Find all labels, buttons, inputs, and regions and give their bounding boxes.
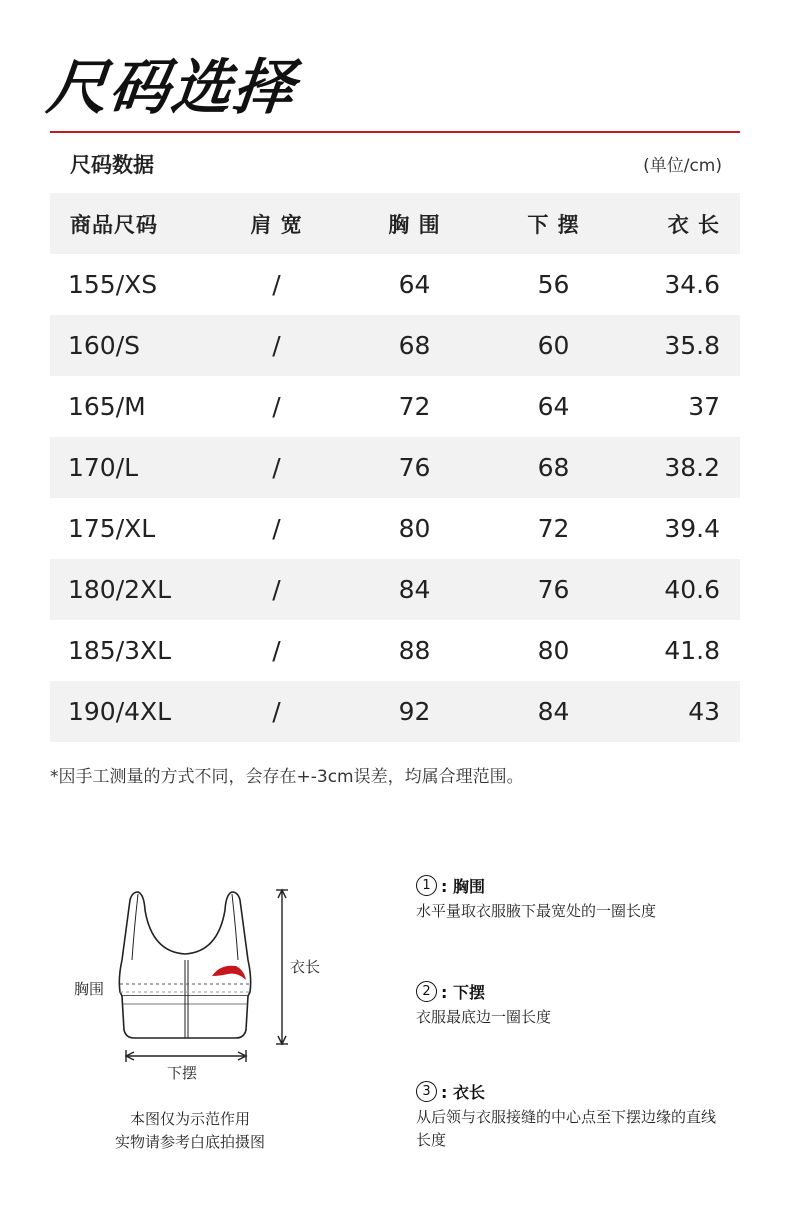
- cell-shoulder: /: [272, 453, 281, 482]
- definition-text: 衣服最底边一圈长度: [416, 1008, 552, 1026]
- page-title: 尺码选择: [43, 53, 300, 123]
- circled-number: 1: [416, 875, 437, 896]
- caption-line: 本图仅为示范作用: [129, 1110, 250, 1128]
- cell-hem: 60: [537, 331, 570, 360]
- size-data-header: [50, 133, 740, 193]
- cell-size: 185/3XL: [68, 636, 172, 665]
- cell-hem: 68: [537, 453, 570, 482]
- table-header-row: [50, 193, 740, 254]
- table-row: [50, 315, 740, 376]
- table-row: [50, 376, 740, 437]
- definition-hem: [416, 978, 756, 1078]
- cell-length: 34.6: [664, 270, 720, 299]
- cell-length: 38.2: [664, 453, 720, 482]
- cell-chest: 92: [398, 697, 431, 726]
- cell-hem: 56: [537, 270, 570, 299]
- diagram-label-length: 衣长: [290, 958, 321, 976]
- unit-label: (单位/cm): [643, 156, 722, 176]
- cell-length: 37: [688, 392, 720, 421]
- cell-size: 155/XS: [68, 270, 158, 299]
- table-row: [50, 254, 740, 315]
- diagram-caption: [80, 1108, 300, 1154]
- cell-hem: 64: [537, 392, 570, 421]
- definition-title: : 下摆: [441, 982, 485, 1002]
- cell-chest: 72: [398, 392, 431, 421]
- table-row: [50, 620, 740, 681]
- measurement-note: *因手工测量的方式不同，会存在+-3cm误差，均属合理范围。: [50, 767, 524, 787]
- cell-length: 41.8: [664, 636, 720, 665]
- cell-length: 40.6: [664, 575, 720, 604]
- cell-hem: 80: [537, 636, 570, 665]
- cell-length: 35.8: [664, 331, 720, 360]
- cell-size: 160/S: [68, 331, 141, 360]
- cell-chest: 88: [398, 636, 431, 665]
- cell-chest: 68: [398, 331, 431, 360]
- table-row: [50, 498, 740, 559]
- definition-text: 水平量取衣服腋下最宽处的一圈长度: [416, 902, 657, 920]
- cell-size: 165/M: [68, 392, 146, 421]
- cell-size: 170/L: [68, 453, 139, 482]
- cell-size: 190/4XL: [68, 697, 172, 726]
- table-row: [50, 559, 740, 620]
- cell-shoulder: /: [272, 697, 281, 726]
- size-table: [50, 193, 740, 742]
- cell-chest: 80: [398, 514, 431, 543]
- definition-title: : 衣长: [441, 1082, 485, 1102]
- cell-hem: 76: [537, 575, 570, 604]
- cell-chest: 76: [398, 453, 431, 482]
- definition-length: [416, 1078, 756, 1152]
- circled-number: 2: [416, 981, 437, 1002]
- header-hem: 下 摆: [527, 212, 580, 237]
- cell-size: 180/2XL: [68, 575, 172, 604]
- header-chest: 胸 围: [388, 212, 441, 237]
- cell-shoulder: /: [272, 514, 281, 543]
- cell-length: 39.4: [664, 514, 720, 543]
- cell-chest: 64: [398, 270, 431, 299]
- cell-shoulder: /: [272, 392, 281, 421]
- definition-title: : 胸围: [441, 876, 485, 896]
- table-row: [50, 437, 740, 498]
- definition-chest: [416, 872, 756, 978]
- table-row: [50, 681, 740, 742]
- cell-shoulder: /: [272, 636, 281, 665]
- header-shoulder: 肩 宽: [250, 212, 303, 237]
- cell-chest: 84: [398, 575, 431, 604]
- header-length: 衣 长: [667, 212, 720, 237]
- diagram-label-chest: 胸围: [74, 980, 105, 998]
- measurement-definitions: [416, 872, 756, 1152]
- cell-hem: 72: [537, 514, 570, 543]
- cell-hem: 84: [537, 697, 570, 726]
- cell-size: 175/XL: [68, 514, 156, 543]
- cell-length: 43: [688, 697, 720, 726]
- caption-line: 实物请参考白底拍摄图: [114, 1133, 265, 1151]
- definition-text: 从后领与衣服接缝的中心点至下摆边缘的直线长度: [416, 1108, 717, 1149]
- diagram-label-hem: 下摆: [167, 1064, 198, 1082]
- cell-shoulder: /: [272, 575, 281, 604]
- circled-number: 3: [416, 1081, 437, 1102]
- cell-shoulder: /: [272, 270, 281, 299]
- header-size: 商品尺码: [70, 212, 158, 237]
- cell-shoulder: /: [272, 331, 281, 360]
- section-title: 尺码数据: [70, 153, 154, 177]
